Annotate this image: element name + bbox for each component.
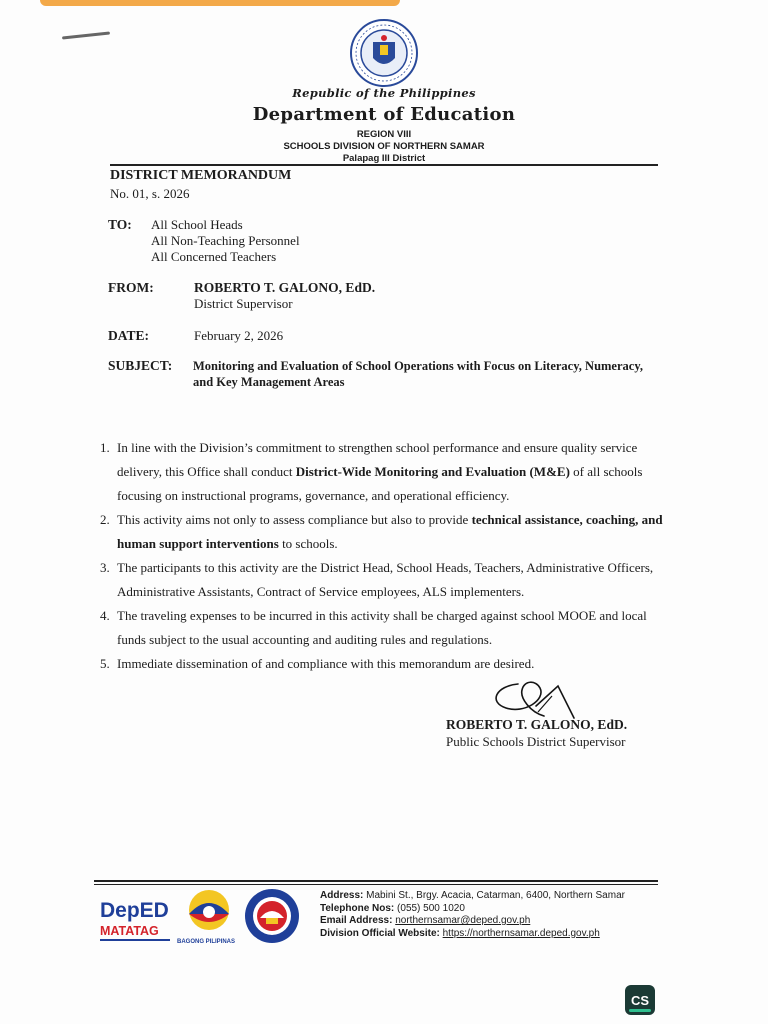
from-name: ROBERTO T. GALONO, EdD. [194, 280, 376, 295]
item-text-plain: In line with the Division’s commitment to strengthen school performance and ensure quality service delivery, this Office shall conduct [117, 440, 638, 479]
recipient-item: All School Heads [151, 217, 243, 232]
footer-contact [320, 890, 625, 940]
item-number: 5. [100, 656, 110, 671]
address-value: Mabini St., Brgy. Acacia, Catarman, 6400, Northern Samar [366, 890, 625, 901]
district-line: Palapag III District [342, 153, 426, 164]
item-number: 4. [100, 608, 110, 623]
republic-line: Republic of the Philippines [292, 86, 476, 100]
item-text: Immediate dissemination of and compliance with this memorandum are desired. [117, 656, 535, 671]
item-number: 3. [100, 560, 110, 575]
region-line: REGION VIII [356, 129, 412, 140]
division-seal-icon [244, 888, 300, 944]
item-text-plain: of all schools focusing on instructional programs, governance, and operational efficiency. [117, 464, 643, 503]
recipient-item: All Concerned Teachers [151, 249, 277, 264]
item-text [117, 508, 665, 556]
list-item [100, 508, 665, 556]
to-recipients [151, 217, 300, 265]
memo-body-list [100, 436, 665, 676]
signatory-position: Public Schools District Supervisor [446, 734, 626, 749]
email-label: Email Address: [320, 915, 393, 926]
website-link[interactable]: https://northernsamar.deped.gov.ph [442, 927, 600, 939]
footer-divider [94, 880, 658, 882]
deped-seal-icon [349, 18, 419, 88]
item-number: 2. [100, 512, 110, 527]
website-label: Division Official Website: [320, 927, 440, 939]
item-text [117, 436, 665, 508]
memo-number: No. 01, s. 2026 [110, 186, 190, 201]
to-label: TO: [108, 217, 132, 232]
phone-label: Telephone Nos: [320, 902, 395, 914]
item-number: 1. [100, 440, 110, 455]
phone-value: (055) 500 1020 [397, 902, 465, 914]
header-divider [110, 164, 658, 166]
pen-mark [62, 31, 110, 39]
list-item [100, 556, 665, 604]
signatory-name: ROBERTO T. GALONO, EdD. [446, 717, 628, 732]
subject-label: SUBJECT: [108, 358, 173, 373]
item-text-bold: District-Wide Monitoring and Evaluation (M&E) [295, 464, 570, 479]
list-item [100, 604, 665, 652]
item-text-bold: technical assistance, coaching, and human support interventions [117, 512, 663, 551]
footer-website [320, 928, 625, 941]
deped-wordmark: DepED [100, 899, 169, 922]
email-link[interactable]: northernsamar@deped.gov.ph [395, 915, 531, 926]
from-label: FROM: [108, 280, 154, 295]
scan-edge-artifact [40, 0, 400, 6]
division-line: SCHOOLS DIVISION OF NORTHERN SAMAR [283, 141, 485, 152]
item-text: The participants to this activity are the District Head, School Heads, Teachers, Administrative Officers, Administrative Assistants, Contract of Service employees, ALS implementers. [117, 560, 654, 599]
footer-divider [94, 884, 658, 885]
recipient-item: All Non-Teaching Personnel [151, 233, 300, 248]
memo-date: February 2, 2026 [194, 328, 284, 343]
item-text: The traveling expenses to be incurred in this activity shall be charged against school MOOE and local funds subject to the usual accounting and auditing rules and regulations. [117, 608, 647, 647]
matatag-wordmark: MATATAG [100, 924, 159, 938]
item-text-plain: to schools. [278, 536, 338, 551]
list-item [100, 436, 665, 508]
bagong-pilipinas-text: BAGONG PILIPINAS [177, 939, 236, 945]
memo-title: DISTRICT MEMORANDUM [110, 168, 292, 183]
from-position: District Supervisor [194, 296, 293, 311]
department-name: Department of Education [252, 104, 516, 125]
list-item [100, 652, 665, 676]
item-text-plain: This activity aims not only to assess compliance but also to provide [117, 512, 472, 527]
memo-subject: Monitoring and Evaluation of School Operations with Focus on Literacy, Numeracy, and Key Management Areas [193, 359, 644, 389]
date-label: DATE: [108, 328, 150, 343]
camscanner-badge-icon: CS [625, 985, 655, 1015]
bagong-pilipinas-logo [176, 886, 242, 946]
footer-phone [320, 903, 625, 916]
footer-address [320, 890, 625, 903]
footer-email [320, 915, 625, 928]
address-label: Address: [320, 890, 364, 901]
deped-matatag-logo [98, 893, 178, 945]
